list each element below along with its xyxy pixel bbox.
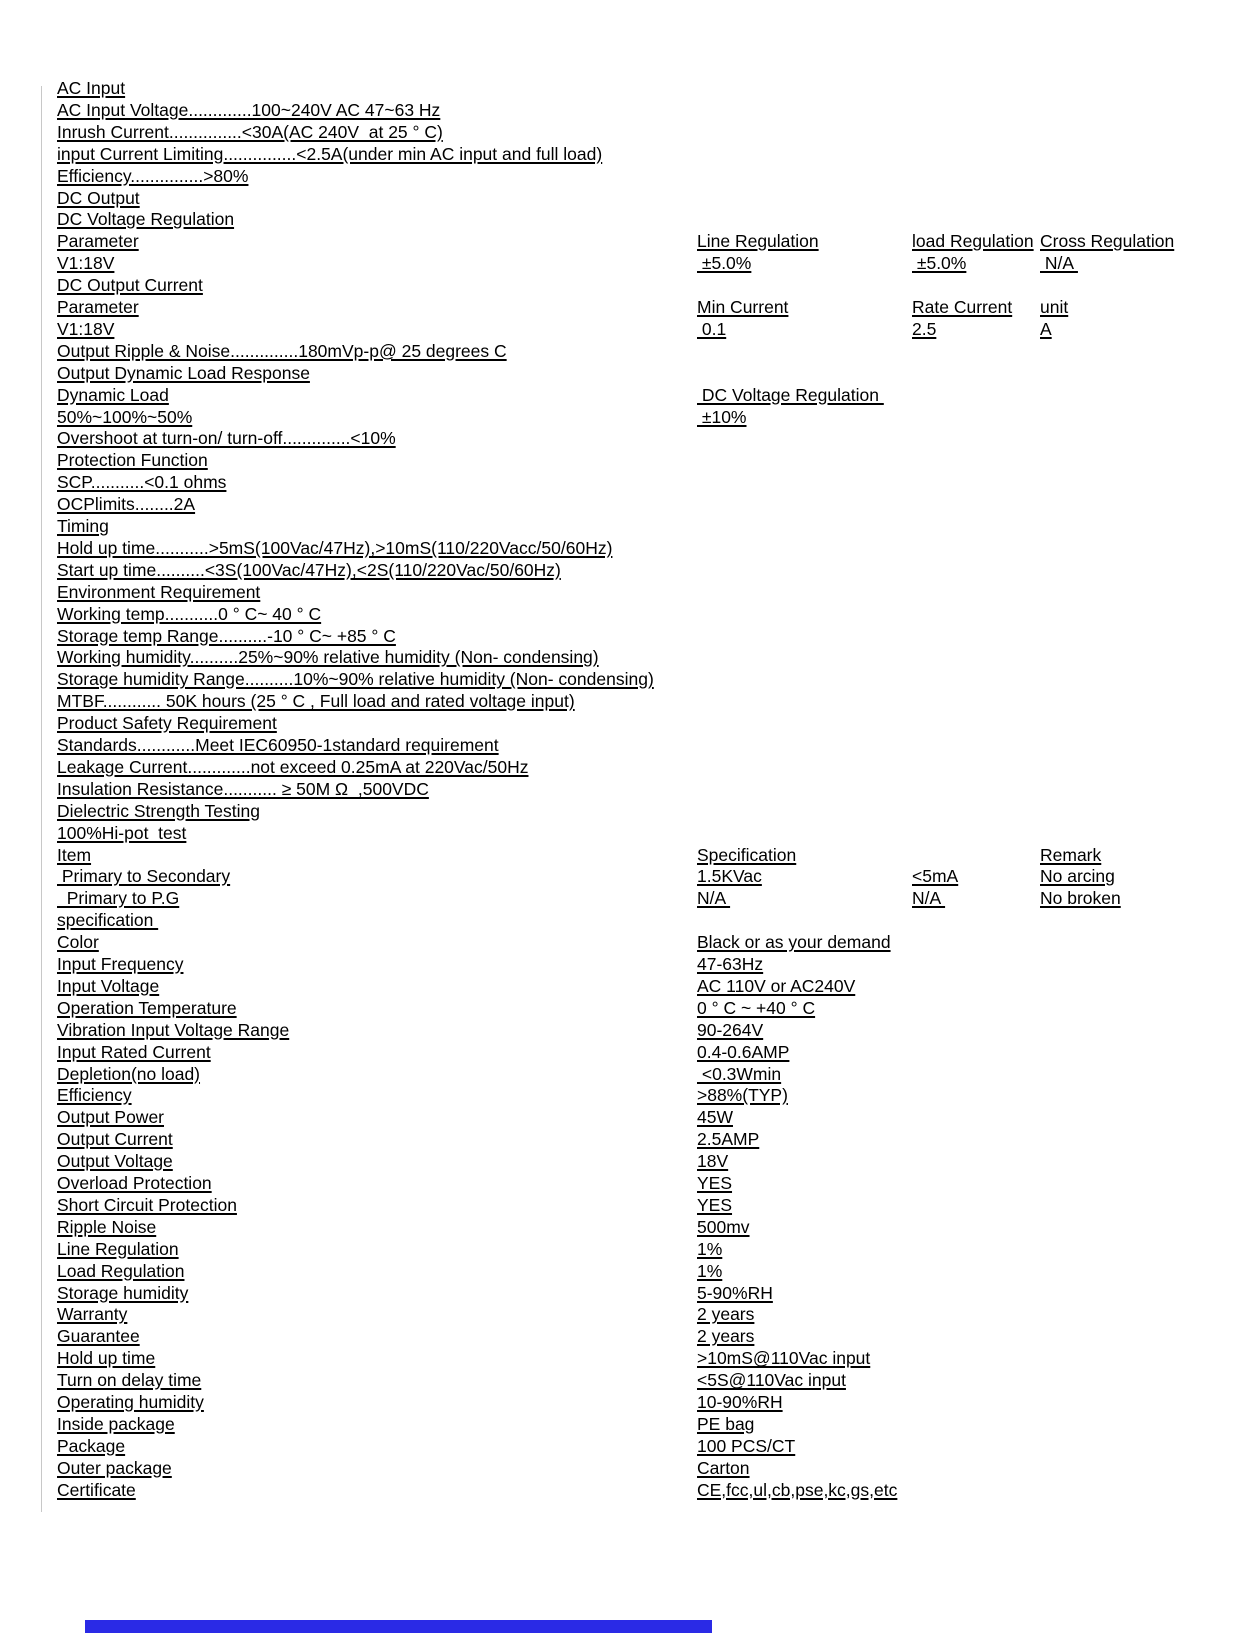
spec-cell-c1: Output Voltage <box>57 1151 173 1172</box>
spec-cell-c1: Efficiency <box>57 1085 132 1106</box>
spec-cell-c1: Output Current <box>57 1129 173 1150</box>
spec-cell-c2: AC 110V or AC240V <box>697 975 856 996</box>
spec-cell-c1: Color <box>57 932 99 953</box>
spec-cell-c1: V1:18V <box>57 253 115 274</box>
spec-row <box>0 1151 1233 1173</box>
spec-row <box>0 757 1233 779</box>
spec-cell-c2: 1.5KVac <box>697 866 762 887</box>
spec-row <box>0 560 1233 582</box>
spec-row <box>0 450 1233 472</box>
spec-cell-c2: PE bag <box>697 1413 755 1434</box>
spec-cell-c2: 0.1 <box>697 318 727 339</box>
spec-row <box>0 669 1233 691</box>
spec-cell-c2: N/A <box>697 888 731 909</box>
spec-cell-c1: Guarantee <box>57 1326 140 1347</box>
spec-row <box>0 998 1233 1020</box>
spec-row <box>0 1064 1233 1086</box>
spec-cell-c1: Storage temp Range..........-10 ° C~ +85 ° C <box>57 625 396 646</box>
spec-cell-c1: Output Dynamic Load Response <box>57 362 310 383</box>
spec-cell-c1: Line Regulation <box>57 1238 179 1259</box>
spec-cell-c1: Output Power <box>57 1107 164 1128</box>
spec-row <box>0 385 1233 407</box>
spec-row <box>0 494 1233 516</box>
spec-cell-c1: Turn on delay time <box>57 1370 202 1391</box>
spec-row <box>0 1370 1233 1392</box>
spec-row <box>0 582 1233 604</box>
spec-row <box>0 166 1233 188</box>
spec-cell-c2: 1% <box>697 1260 723 1281</box>
spec-cell-c1: OCPlimits........2A <box>57 494 196 515</box>
spec-row <box>0 1107 1233 1129</box>
spec-cell-c1: Depletion(no load) <box>57 1063 201 1084</box>
spec-cell-c1: Dynamic Load <box>57 384 169 405</box>
spec-cell-c2: Black or as your demand <box>697 932 891 953</box>
spec-row <box>0 976 1233 998</box>
spec-cell-c2: 10-90%RH <box>697 1392 783 1412</box>
spec-cell-c1: V1:18V <box>57 318 115 339</box>
spec-cell-c2: 45W <box>697 1107 733 1128</box>
spec-cell-c1: Inrush Current...............<30A(AC 240V at 25 ° C) <box>57 121 443 142</box>
spec-cell-c3: N/A <box>912 888 946 909</box>
spec-row <box>0 1042 1233 1064</box>
spec-cell-c1: 100%Hi-pot test <box>57 822 187 843</box>
spec-cell-c1: Insulation Resistance........... ≥ 50M Ω ,500VDC <box>57 778 429 799</box>
spec-row <box>0 188 1233 210</box>
spec-row <box>0 516 1233 538</box>
spec-cell-c3: Rate Current <box>912 297 1013 317</box>
spec-cell-c2: 90-264V <box>697 1019 764 1040</box>
spec-cell-c2: 100 PCS/CT <box>697 1435 796 1456</box>
spec-cell-c1: Outer package <box>57 1457 172 1478</box>
spec-row <box>0 100 1233 122</box>
spec-cell-c1: Parameter <box>57 231 139 252</box>
spec-cell-c1: Input Rated Current <box>57 1041 211 1062</box>
spec-cell-c1: AC Input Voltage.............100~240V AC 47~63 Hz <box>57 99 441 120</box>
spec-row <box>0 866 1233 888</box>
spec-cell-c2: CE,fcc,ul,cb,pse,kc,gs,etc <box>697 1479 898 1500</box>
spec-cell-c1: Overload Protection <box>57 1173 212 1193</box>
spec-cell-c1: SCP...........<0.1 ohms <box>57 472 227 493</box>
spec-row <box>0 823 1233 845</box>
spec-row <box>0 209 1233 231</box>
spec-cell-c2: 0 ° C ~ +40 ° C <box>697 997 816 1018</box>
spec-row <box>0 1480 1233 1502</box>
spec-cell-c1: Product Safety Requirement <box>57 713 277 734</box>
spec-row <box>0 713 1233 735</box>
spec-cell-c2: Specification <box>697 844 797 865</box>
spec-cell-c2: Min Current <box>697 297 789 317</box>
spec-row <box>0 626 1233 648</box>
spec-row <box>0 801 1233 823</box>
spec-cell-c4: No arcing <box>1040 866 1115 887</box>
spec-cell-c1: DC Output <box>57 187 140 208</box>
spec-row <box>0 604 1233 626</box>
spec-row <box>0 341 1233 363</box>
spec-cell-c1: Overshoot at turn-on/ turn-off..............<10% <box>57 428 396 449</box>
spec-cell-c1: Inside package <box>57 1413 175 1434</box>
spec-cell-c1: Item <box>57 844 92 865</box>
spec-cell-c1: Parameter <box>57 297 139 317</box>
spec-row <box>0 1392 1233 1414</box>
spec-cell-c1: Environment Requirement <box>57 581 261 602</box>
spec-row <box>0 1239 1233 1261</box>
spec-row <box>0 647 1233 669</box>
spec-cell-c1: Protection Function <box>57 450 208 471</box>
spec-cell-c1: Primary to Secondary <box>57 866 231 887</box>
spec-cell-c1: Output Ripple & Noise..............180mVp-p@ 25 degrees C <box>57 340 507 361</box>
spec-cell-c1: DC Output Current <box>57 275 203 296</box>
spec-row <box>0 1173 1233 1195</box>
spec-cell-c1: Working humidity..........25%~90% relative humidity (Non- condensing) <box>57 647 599 668</box>
spec-cell-c1: Input Voltage <box>57 975 160 996</box>
spec-row <box>0 144 1233 166</box>
spec-cell-c1: Operating humidity <box>57 1392 204 1412</box>
spec-row <box>0 275 1233 297</box>
spec-cell-c1: Short Circuit Protection <box>57 1194 237 1215</box>
spec-cell-c3: <5mA <box>912 866 959 887</box>
spec-row <box>0 1283 1233 1305</box>
spec-cell-c1: Storage humidity <box>57 1282 189 1303</box>
spec-cell-c1: Package <box>57 1435 126 1456</box>
spec-row <box>0 1195 1233 1217</box>
spec-row <box>0 1217 1233 1239</box>
spec-cell-c1: Standards............Meet IEC60950-1standard requirement <box>57 735 499 755</box>
spec-row <box>0 253 1233 275</box>
spec-cell-c1: specification <box>57 910 159 931</box>
spec-cell-c1: AC Input <box>57 78 126 98</box>
spec-row <box>0 122 1233 144</box>
spec-cell-c1: Hold up time...........>5mS(100Vac/47Hz),>10mS(110/220Vacc/50/60Hz) <box>57 537 613 558</box>
spec-cell-c1: Hold up time <box>57 1348 156 1369</box>
spec-row <box>0 1414 1233 1436</box>
spec-row <box>0 1326 1233 1348</box>
spec-cell-c4: Cross Regulation <box>1040 231 1175 252</box>
bottom-blue-bar <box>85 1620 712 1633</box>
spec-cell-c1: Working temp...........0 ° C~ 40 ° C <box>57 603 322 624</box>
spec-cell-c2: ±5.0% <box>697 253 752 274</box>
spec-cell-c1: Warranty <box>57 1304 128 1325</box>
spec-row <box>0 845 1233 867</box>
spec-row <box>0 538 1233 560</box>
spec-cell-c2: >10mS@110Vac input <box>697 1348 871 1369</box>
spec-row <box>0 910 1233 932</box>
spec-cell-c1: MTBF............ 50K hours (25 ° C , Full load and rated voltage input) <box>57 691 575 712</box>
spec-cell-c2: 0.4-0.6AMP <box>697 1041 790 1062</box>
spec-cell-c2: Line Regulation <box>697 231 819 252</box>
spec-row <box>0 1436 1233 1458</box>
spec-cell-c4: No broken <box>1040 888 1121 909</box>
spec-cell-c2: >88%(TYP) <box>697 1085 788 1106</box>
spec-row <box>0 932 1233 954</box>
spec-cell-c4: Remark <box>1040 844 1102 865</box>
spec-row <box>0 888 1233 910</box>
spec-cell-c1: 50%~100%~50% <box>57 406 193 427</box>
spec-cell-c4: A <box>1040 318 1052 339</box>
spec-row <box>0 1458 1233 1480</box>
spec-cell-c2: 47-63Hz <box>697 954 764 974</box>
spec-row <box>0 691 1233 713</box>
spec-row <box>0 1304 1233 1326</box>
spec-cell-c2: 2.5AMP <box>697 1129 760 1150</box>
spec-cell-c1: Timing <box>57 516 109 536</box>
spec-row <box>0 297 1233 319</box>
spec-cell-c2: 500mv <box>697 1216 750 1237</box>
spec-cell-c2: DC Voltage Regulation <box>697 384 884 405</box>
spec-cell-c2: <0.3Wmin <box>697 1063 782 1084</box>
spec-cell-c2: Carton <box>697 1457 750 1478</box>
spec-row <box>0 472 1233 494</box>
spec-cell-c2: 5-90%RH <box>697 1282 773 1303</box>
spec-cell-c1: Vibration Input Voltage Range <box>57 1019 290 1040</box>
spec-row <box>0 1085 1233 1107</box>
spec-cell-c3: ±5.0% <box>912 253 967 274</box>
spec-row <box>0 319 1233 341</box>
spec-cell-c1: Dielectric Strength Testing <box>57 800 260 821</box>
spec-cell-c4: unit <box>1040 297 1069 317</box>
spec-row <box>0 1129 1233 1151</box>
spec-cell-c1: Operation Temperature <box>57 997 237 1018</box>
spec-cell-c2: ±10% <box>697 406 747 427</box>
spec-row <box>0 428 1233 450</box>
spec-row <box>0 363 1233 385</box>
spec-cell-c1: Ripple Noise <box>57 1216 157 1237</box>
spec-row <box>0 1020 1233 1042</box>
spec-cell-c3: 2.5 <box>912 318 937 339</box>
spec-row <box>0 78 1233 100</box>
spec-cell-c2: 18V <box>697 1151 729 1172</box>
spec-row <box>0 1348 1233 1370</box>
spec-cell-c2: 1% <box>697 1238 723 1259</box>
spec-row <box>0 954 1233 976</box>
spec-cell-c1: Input Frequency <box>57 954 184 974</box>
spec-cell-c2: YES <box>697 1194 733 1215</box>
spec-row <box>0 407 1233 429</box>
spec-cell-c1: DC Voltage Regulation <box>57 209 235 230</box>
spec-cell-c2: 2 years <box>697 1326 755 1347</box>
spec-row <box>0 231 1233 253</box>
spec-cell-c1: Start up time..........<3S(100Vac/47Hz),<2S(110/220Vac/50/60Hz) <box>57 559 561 580</box>
spec-cell-c2: YES <box>697 1173 733 1193</box>
spec-cell-c1: input Current Limiting...............<2.5A(under min AC input and full load) <box>57 143 603 164</box>
spec-cell-c1: Load Regulation <box>57 1260 185 1281</box>
spec-cell-c1: Certificate <box>57 1479 136 1500</box>
spec-cell-c2: <5S@110Vac input <box>697 1370 846 1391</box>
spec-row <box>0 735 1233 757</box>
spec-row <box>0 1261 1233 1283</box>
spec-row <box>0 779 1233 801</box>
spec-cell-c1: Storage humidity Range..........10%~90% relative humidity (Non- condensing) <box>57 669 654 690</box>
spec-cell-c1: Leakage Current.............not exceed 0.25mA at 220Vac/50Hz <box>57 756 529 777</box>
spec-cell-c1: Primary to P.G <box>57 888 180 909</box>
spec-cell-c1: Efficiency...............>80% <box>57 165 249 186</box>
spec-cell-c4: N/A <box>1040 253 1078 274</box>
spec-cell-c3: load Regulation <box>912 231 1034 252</box>
spec-cell-c2: 2 years <box>697 1304 755 1325</box>
